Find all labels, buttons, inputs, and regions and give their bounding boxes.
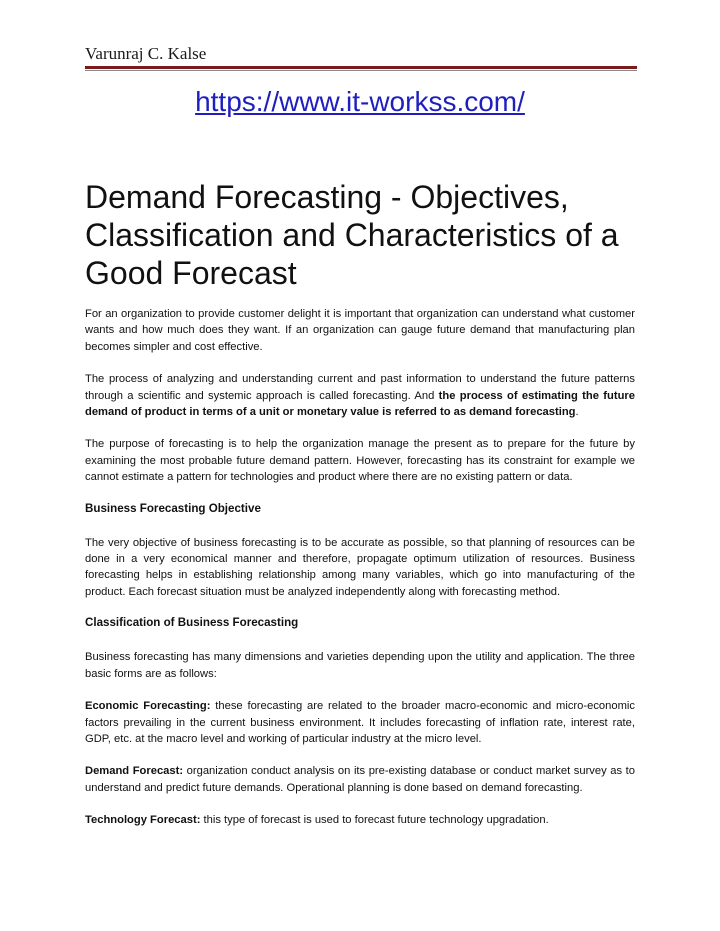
demand-forecast-paragraph	[85, 763, 635, 796]
intro-paragraph-2-bold: the process of estimating the future demand of product in terms of a unit or monetary value is referred to as demand forecasting	[85, 389, 635, 419]
intro-paragraph-2-end: .	[575, 406, 579, 419]
intro-paragraph-2	[85, 371, 635, 420]
intro-paragraph-3: The purpose of forecasting is to help the organization manage the present as to prepare for the future by examining the most probable future demand pattern. However, forecasting has its constraint for example we cannot estimate a pattern for technologies and product where there are no existing pattern or data.	[85, 438, 635, 484]
demand-forecast-text: organization conduct analysis on its pre-existing database or conduct market survey as to understand and predict future demands. Operational planning is done based on demand forecasting.	[85, 765, 636, 794]
objective-paragraph: The very objective of business forecasting is to be accurate as possible, so that planning of resources can be done in a very economical manner and therefore, propagate optimum utilization of resources. Business forecasting helps in establishing relationship among many variables, which go into manufacturing of the product. Each forecast situation must be analyzed independently along with forecasting method.	[85, 536, 635, 598]
classification-heading: Classification of Business Forecasting	[85, 616, 299, 630]
economic-forecasting-paragraph	[85, 698, 635, 747]
objective-heading: Business Forecasting Objective	[85, 501, 261, 515]
intro-paragraph-1: For an organization to provide customer delight it is important that organization can understand what customer wants and how much does they want. If an organization can gauge future demand that manufacturing plan becomes simpler and cost effective.	[85, 308, 635, 353]
classification-paragraph: Business forecasting has many dimensions and varieties depending upon the utility and application. The three basic forms are as follows:	[85, 651, 635, 680]
article-title: Demand Forecasting - Objectives, Classification and Characteristics of a Good Forecast	[85, 179, 619, 291]
website-link[interactable]: https://www.it-workss.com/	[195, 86, 525, 117]
technology-forecast-label: Technology Forecast:	[85, 814, 201, 827]
header-rule-thin	[85, 70, 637, 71]
economic-forecasting-label: Economic Forecasting:	[85, 700, 211, 713]
economic-forecasting-text: these forecasting are related to the broader macro-economic and micro-economic factors prevailing in the current business environment. It includes forecasting of inflation rate, interest rate, GDP, etc. at the macro level and working of particular industry at the micro level.	[85, 700, 635, 745]
author-name: Varunraj C. Kalse	[85, 44, 207, 63]
header-rule-thick	[85, 66, 637, 69]
demand-forecast-label: Demand Forecast:	[85, 765, 184, 778]
intro-paragraph-2-start: The process of analyzing and understanding current and past information to understand the future patterns through a scientific and systemic approach is called forecasting. And	[85, 373, 635, 402]
technology-forecast-paragraph	[85, 812, 635, 828]
article-body	[85, 178, 635, 845]
technology-forecast-text: this type of forecast is used to forecast future technology upgradation.	[200, 814, 549, 827]
